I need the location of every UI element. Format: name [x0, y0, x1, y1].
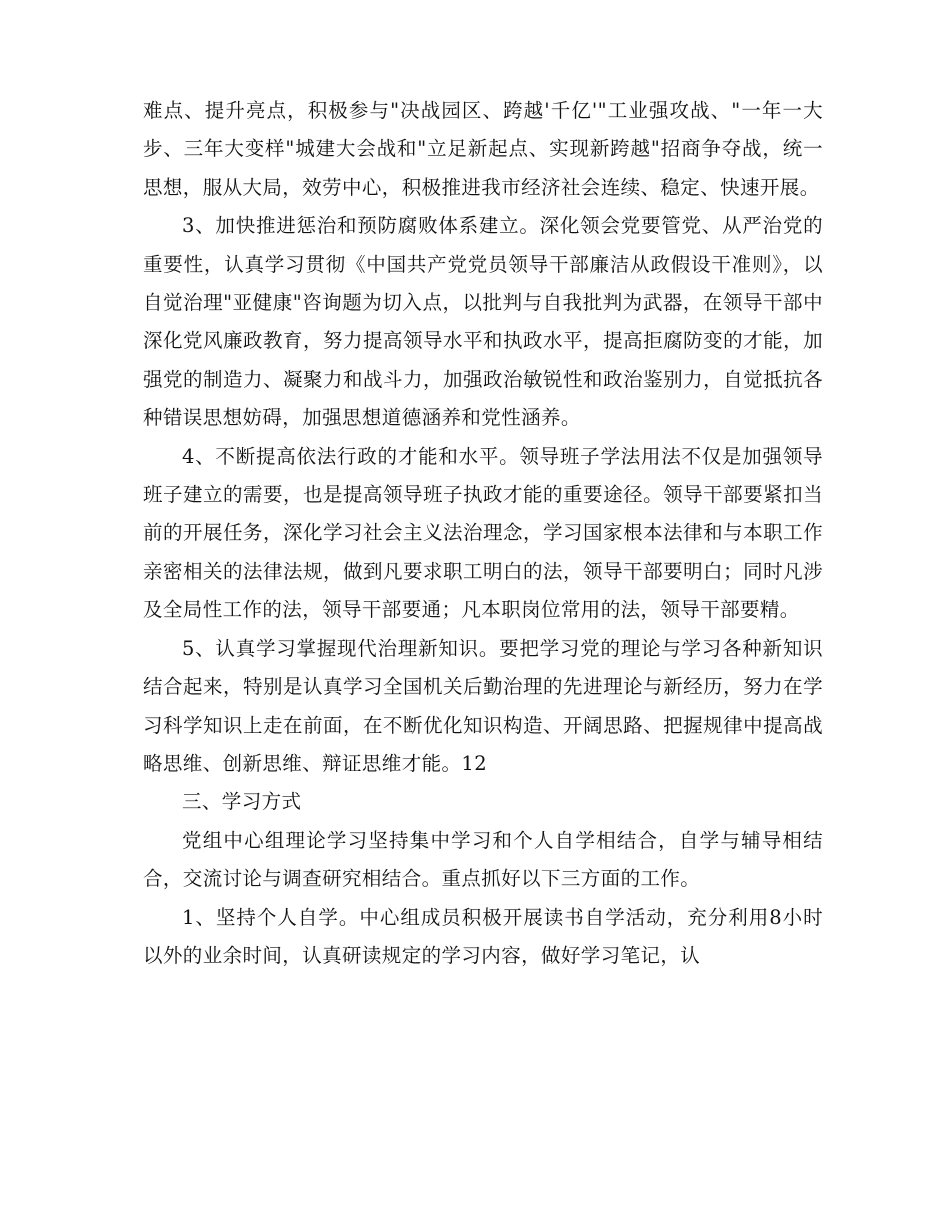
- section-heading-study-method: 三、学习方式: [182, 790, 302, 814]
- paragraph-item-3: 3、加快推进惩治和预防腐败体系建立。深化领会党要管党、从严治党的重要性，认真学习贯彻《中国共产党党员领导干部廉洁从政假设干准则》，以自觉治理"亚健康"咨询题为切入点，以批判与自我批判为武器，在领导干部中深化党风廉政教育，努力提高领导水平和执政水平，提高拒腐防变的才能，加强党的制造力、凝聚力和战斗力，加强政治敏锐性和政治鉴别力，自觉抵抗各种错误思想妨碍，加强思想道德涵养和党性涵养。: [143, 214, 823, 430]
- paragraph-self-study: 1、坚持个人自学。中心组成员积极开展读书自学活动，充分利用8小时以外的业余时间，认真研读规定的学习内容，做好学习笔记，认: [143, 905, 823, 967]
- paragraph-item-4: 4、不断提高依法行政的才能和水平。领导班子学法用法不仅是加强领导班子建立的需要，也是提高领导班子执政才能的重要途径。领导干部要紧扣当前的开展任务，深化学习社会主义法治理念，学习国家根本法律和与本职工作亲密相关的法律法规，做到凡要求职工明白的法，领导干部要明白；同时凡涉及全局性工作的法，领导干部要通；凡本职岗位常用的法，领导干部要精。: [143, 444, 823, 622]
- paragraph-study-method-intro: 党组中心组理论学习坚持集中学习和个人自学相结合，自学与辅导相结合，交流讨论与调查研究相结合。重点抓好以下三方面的工作。: [143, 828, 823, 891]
- paragraph-continuation: 难点、提升亮点，积极参与"决战园区、跨越'千亿'"工业强攻战、"一年一大步、三年大变样"城建大会战和"立足新起点、实现新跨越"招商争夺战，统一思想，服从大局，效劳中心，积极推进我市经济社会连续、稳定、快速开展。: [143, 99, 823, 199]
- document-body: [143, 92, 823, 975]
- paragraph-item-5: 5、认真学习掌握现代治理新知识。要把学习党的理论与学习各种新知识结合起来，特别是认真学习全国机关后勤治理的先进理论与新经历，努力在学习科学知识上走在前面，在不断优化知识构造、开阔思路、把握规律中提高战略思维、创新思维、辩证思维才能。12: [143, 636, 823, 775]
